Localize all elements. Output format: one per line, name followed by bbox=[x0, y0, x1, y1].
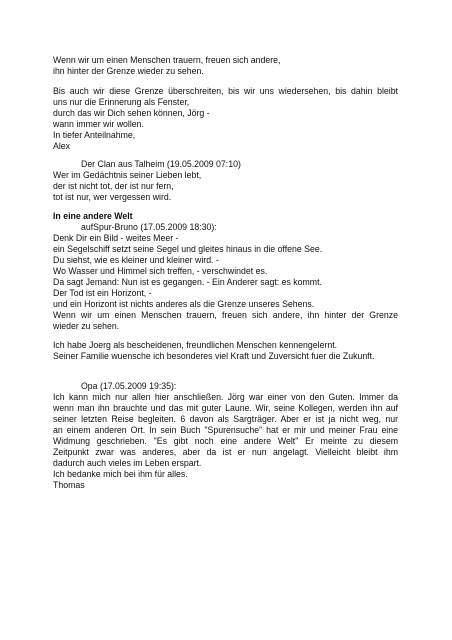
text-line: Wenn wir um einen Menschen trauern, freuen sich andere, bbox=[53, 55, 281, 65]
text-line: Da sagt Jemand: Nun ist es gegangen. - Ein Anderer sagt: es kommt. bbox=[53, 277, 322, 287]
text-line: der ist nicht tot, der ist nur fern, bbox=[53, 181, 174, 191]
text-line: Der Tod ist ein Horizont, - bbox=[53, 288, 152, 298]
text-line: wieder zu sehen. bbox=[53, 321, 120, 331]
text-line: Wer im Gedächtnis seiner Lieben lebt, bbox=[53, 170, 202, 180]
text-line: dadurch auch vieles im Leben erspart. bbox=[53, 458, 202, 468]
section-heading: In eine andere Welt bbox=[53, 211, 133, 221]
text-line: und ein Horizont ist nichts anderes als die Grenze unseres Sehens. bbox=[53, 299, 315, 309]
text-line: Ich kann mich nur allen hier anschließen. Jörg war einer von den Guten. Immer da bbox=[53, 392, 398, 402]
text-line: tot ist nur, wer vergessen wird. bbox=[53, 192, 172, 202]
text-line: Ich habe Joerg als bescheidenen, freundlichen Menschen kennengelernt. bbox=[53, 340, 338, 350]
signature-thomas: Thomas bbox=[53, 480, 85, 490]
text-line: Seiner Familie wuensche ich besonderes viel Kraft und Zuversicht fuer die Zukunft. bbox=[53, 351, 375, 361]
text-line: In tiefer Anteilnahme, bbox=[53, 130, 136, 140]
text-line: Zeitpunkt zwar was anderes, aber da ist er nun angelagt. Vielleicht bleibt ihm bbox=[53, 447, 398, 457]
text-line: an einem anderen Ort. In sein Buch "Spurensuche" hat er mir und meiner Frau eine bbox=[53, 425, 398, 435]
text-line: seiner letzten Reise begleiten. 6 davon als Sargträger. Aber er ist ja nicht weg, nur bbox=[53, 414, 398, 424]
text-line: ihn hinter der Grenze wieder zu sehen. bbox=[53, 66, 204, 76]
text-line: ein Segelschiff setzt seine Segel und gleites hinaus in die offene See. bbox=[53, 244, 323, 254]
text-line: wann immer wir wollen. bbox=[53, 119, 144, 129]
text-line: Denk Dir ein Bild - weites Meer - bbox=[53, 233, 179, 243]
text-line: durch das wir Dich sehen können, Jörg - bbox=[53, 108, 210, 118]
text-line: Bis auch wir diese Grenze überschreiten, bis wir uns wiedersehen, bis dahin bleibt bbox=[53, 86, 398, 96]
text-line: Widmung geschrieben. "Es gibt noch eine andere Welt" Er meinte zu diesem bbox=[53, 436, 398, 446]
entry-header: aufSpur-Bruno (17.05.2009 18:30): bbox=[81, 222, 217, 232]
text-line: Du siehst, wie es kleiner und kleiner wird. - bbox=[53, 255, 219, 265]
text-line: Ich bedanke mich bei ihm für alles. bbox=[53, 469, 188, 479]
text-line: Wenn wir um einen Menschen trauern, freuen sich andere, ihn hinter der Grenze bbox=[53, 310, 398, 320]
text-line: wenn man ihn brauchte und das mit guter Laune. Wir, seine Kollegen, werden ihn auf bbox=[53, 403, 398, 413]
text-line: uns nur die Erinnerung als Fenster, bbox=[53, 97, 190, 107]
text-line: Wo Wasser und Himmel sich treffen, - verschwindet es. bbox=[53, 266, 268, 276]
entry-header: Der Clan aus Talheim (19.05.2009 07:10) bbox=[81, 159, 241, 169]
signature-alex: Alex bbox=[53, 141, 71, 151]
entry-header: Opa (17.05.2009 19:35): bbox=[81, 381, 177, 391]
